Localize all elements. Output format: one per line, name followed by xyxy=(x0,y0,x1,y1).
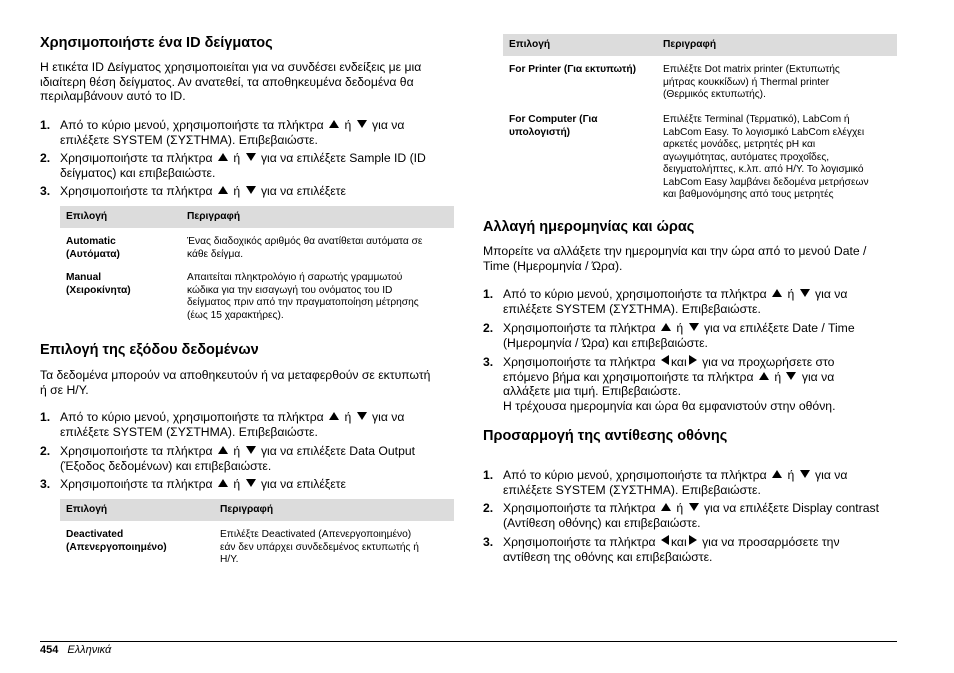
table-header-description: Περιγραφή xyxy=(214,499,454,521)
section-heading-sample-id: Χρησιμοποιήστε ένα ID δείγματος xyxy=(40,35,273,51)
table-row: Automatic (Αυτόματα) Ένας διαδοχικός αριθμός θα ανατίθεται αυτόματα σε κάθε δείγμα. xyxy=(66,236,423,260)
down-arrow-icon xyxy=(689,503,699,511)
table-row: Deactivated (Απενεργοποιημένο) Επιλέξτε Deactivated (Απενεργοποιημένο) εάν δεν υπάρχει συνδεδεμένος εκτυπωτής ή Η/Υ. xyxy=(66,529,419,565)
date-time-step-2: 2. Χρησιμοποιήστε τα πλήκτρα ή για να επιλέξετε Date / Time (Ημερομηνία / Ώρα) και επιβεβαιώστε. xyxy=(483,321,855,350)
data-output-step-1: 1. Από το κύριο μενού, χρησιμοποιήστε τα πλήκτρα ή για να επιλέξετε SYSTEM (ΣΥΣΤΗΜΑ). Επιβεβαιώστε. xyxy=(40,410,405,439)
up-arrow-icon xyxy=(218,479,228,487)
contrast-step-2: 2. Χρησιμοποιήστε τα πλήκτρα ή για να επιλέξετε Display contrast (Αντίθεση οθόνης) και επιβεβαιώστε. xyxy=(483,501,879,530)
sample-id-intro: Η ετικέτα ID Δείγματος χρησιμοποιείται για να συνδέσει ενδείξεις με μια ιδιαίτερη θέση δείγματος. Αν ανατεθεί, τα αποθηκευμένα δεδομένα θα περιλαμβάνουν αυτό το ID. xyxy=(40,60,422,104)
down-arrow-icon xyxy=(246,479,256,487)
up-arrow-icon xyxy=(772,470,782,478)
page-number: 454 xyxy=(40,644,59,656)
table-header-option: Επιλογή xyxy=(60,499,214,521)
right-arrow-icon xyxy=(689,535,697,545)
table-header-option: Επιλογή xyxy=(503,34,657,56)
date-time-intro: Μπορείτε να αλλάξετε την ημερομηνία και την ώρα από το μενού Date / Time (Ημερομηνία / Ώρα). xyxy=(483,244,867,273)
up-arrow-icon xyxy=(218,186,228,194)
data-output-options-table xyxy=(60,499,454,567)
data-output-options-table-continued xyxy=(503,34,897,202)
down-arrow-icon xyxy=(246,186,256,194)
down-arrow-icon xyxy=(246,153,256,161)
up-arrow-icon xyxy=(661,323,671,331)
down-arrow-icon xyxy=(800,289,810,297)
date-time-step-3: 3. Χρησιμοποιήστε τα πλήκτρα και για να προχωρήσετε στο επόμενο βήμα και χρησιμοποιήστε τα πλήκτρα ή για να αλλάξετε μια τιμή. Επιβεβαιώστε. Η τρέχουσα ημερομηνία και ώρα θα εμφανιστούν στην οθόνη. xyxy=(483,355,836,413)
sample-id-step-2: 2. Χρησιμοποιήστε τα πλήκτρα ή για να επιλέξετε Sample ID (ID δείγματος) και επιβεβαιώστε. xyxy=(40,151,426,180)
up-arrow-icon xyxy=(218,446,228,454)
footer-language: Ελληνικά xyxy=(67,644,112,656)
footer-divider xyxy=(40,641,897,642)
section-heading-data-output: Επιλογή της εξόδου δεδομένων xyxy=(40,342,259,358)
data-output-step-2: 2. Χρησιμοποιήστε τα πλήκτρα ή για να επιλέξετε Data Output (Έξοδος δεδομένων) και επιβεβαιώστε. xyxy=(40,444,416,473)
date-time-step-1: 1. Από το κύριο μενού, χρησιμοποιήστε τα πλήκτρα ή για να επιλέξετε SYSTEM (ΣΥΣΤΗΜΑ). Επιβεβαιώστε. xyxy=(483,287,848,316)
right-arrow-icon xyxy=(689,355,697,365)
section-heading-date-time: Αλλαγή ημερομηνίας και ώρας xyxy=(483,219,695,235)
table-row: For Printer (Για εκτυπωτή) Επιλέξτε Dot matrix printer (Εκτυπωτής μήτρας κουκκίδων) ή Thermal printer (Θερμικός εκτυπωτής). xyxy=(509,64,840,100)
down-arrow-icon xyxy=(246,446,256,454)
sample-id-options-table xyxy=(60,206,454,322)
up-arrow-icon xyxy=(329,120,339,128)
up-arrow-icon xyxy=(329,412,339,420)
contrast-step-3: 3. Χρησιμοποιήστε τα πλήκτρα και για να προσαρμόσετε την αντίθεση της οθόνης και επιβεβαιώστε. xyxy=(483,535,840,564)
up-arrow-icon xyxy=(772,289,782,297)
up-arrow-icon xyxy=(218,153,228,161)
table-header-description: Περιγραφή xyxy=(657,34,897,56)
table-row: Manual (Χειροκίνητα) Απαιτείται πληκτρολόγιο ή σαρωτής γραμμωτού κώδικα για την εισαγωγή του ονόματος του ID δείγματος πριν από την πραγματοποίηση μέτρησης (έως 15 χαρακτήρες). xyxy=(66,272,419,321)
data-output-intro: Τα δεδομένα μπορούν να αποθηκευτούν ή να μεταφερθούν σε εκτυπωτή ή σε Η/Υ. xyxy=(40,368,431,397)
down-arrow-icon xyxy=(800,470,810,478)
down-arrow-icon xyxy=(786,372,796,380)
down-arrow-icon xyxy=(357,120,367,128)
up-arrow-icon xyxy=(661,503,671,511)
up-arrow-icon xyxy=(759,372,769,380)
sample-id-step-3: 3. Χρησιμοποιήστε τα πλήκτρα ή για να επιλέξετε xyxy=(40,184,346,198)
left-arrow-icon xyxy=(661,355,669,365)
contrast-step-1: 1. Από το κύριο μενού, χρησιμοποιήστε τα πλήκτρα ή για να επιλέξετε SYSTEM (ΣΥΣΤΗΜΑ). Επιβεβαιώστε. xyxy=(483,468,848,497)
data-output-step-3: 3. Χρησιμοποιήστε τα πλήκτρα ή για να επιλέξετε xyxy=(40,477,346,491)
page-footer xyxy=(40,644,111,656)
sample-id-step-1: 1. Από το κύριο μενού, χρησιμοποιήστε τα πλήκτρα ή για να επιλέξετε SYSTEM (ΣΥΣΤΗΜΑ). Επιβεβαιώστε. xyxy=(40,118,405,147)
table-header-option: Επιλογή xyxy=(60,206,181,228)
down-arrow-icon xyxy=(357,412,367,420)
table-row: For Computer (Για υπολογιστή) Επιλέξτε Terminal (Τερματικό), LabCom ή LabCom Easy. Το λογισμικό LabCom ελέγχει αρκετές μονάδες, μετρητές pH και αγωγιμότητας, αυτόματες προχοΐδες, δειγματολήπτες, κ.λπ. από Η/Υ. Το λογισμικό LabCom Easy λαμβάνει δεδομένα μετρήσεων και βαθμονόμησης από τους μετρητές xyxy=(509,114,869,200)
table-header-description: Περιγραφή xyxy=(181,206,454,228)
left-arrow-icon xyxy=(661,535,669,545)
section-heading-display-contrast: Προσαρμογή της αντίθεσης οθόνης xyxy=(483,428,728,444)
down-arrow-icon xyxy=(689,323,699,331)
